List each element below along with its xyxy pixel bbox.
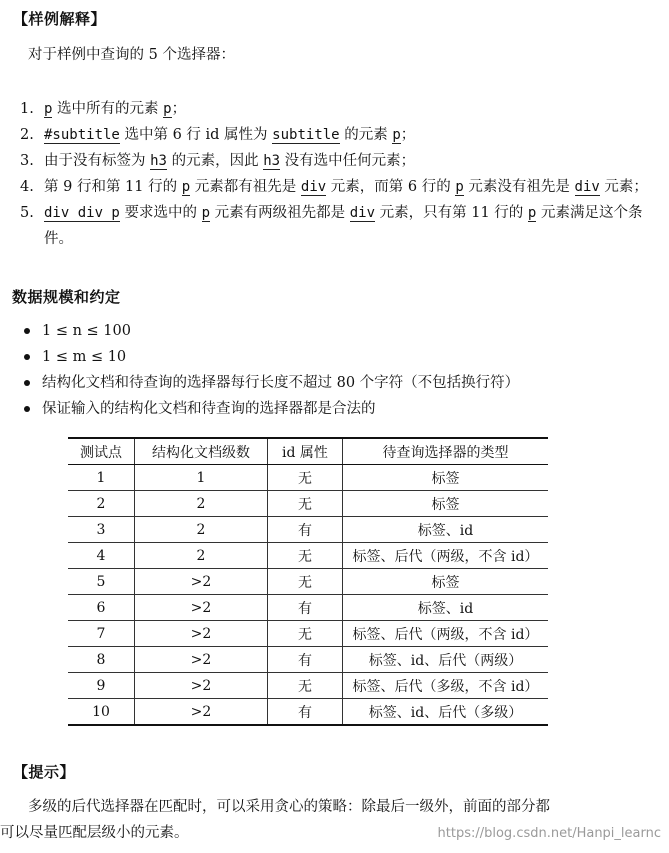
hint-line-1: 多级的后代选择器在匹配时，可以采用贪心的策略：除最后一级外，前面的部分都 — [28, 799, 550, 815]
bullet-icon — [24, 380, 30, 386]
item-text: 元素，而第 6 行的 — [326, 179, 456, 195]
table-cell: 标签、后代（两级，不含 id） — [343, 543, 549, 569]
table-row — [68, 543, 548, 569]
table-row — [68, 699, 548, 726]
item-text: 的元素，因此 — [166, 153, 264, 169]
table-cell: 10 — [68, 699, 135, 726]
table-cell: 标签 — [343, 465, 549, 491]
table-cell: 有 — [268, 595, 343, 621]
table-cell: 4 — [68, 543, 135, 569]
table-row — [68, 569, 548, 595]
item-number: 3. — [20, 153, 34, 169]
table-cell: 标签、后代（多级，不含 id） — [343, 673, 549, 699]
code-token: div — [300, 179, 327, 195]
bullet-icon — [24, 354, 30, 360]
item-number: 5. — [20, 205, 34, 221]
table-header-cell: 结构化文档级数 — [135, 438, 268, 465]
table-header-cell: 待查询选择器的类型 — [343, 438, 549, 465]
item-text: 第 9 行和第 11 行的 — [44, 179, 182, 195]
table-cell: 标签、id — [343, 517, 549, 543]
constraint-item: 1 ≤ m ≤ 10 — [20, 344, 519, 370]
item-text: 元素； — [599, 179, 648, 195]
bullet-icon — [24, 406, 30, 412]
code-token: p — [201, 205, 211, 221]
table-cell: 无 — [268, 673, 343, 699]
table-row — [68, 673, 548, 699]
table-cell: 1 — [68, 465, 135, 491]
table-row — [68, 595, 548, 621]
table-cell: 5 — [68, 569, 135, 595]
table-cell: 无 — [268, 569, 343, 595]
example-explanation-list — [20, 96, 660, 252]
code-token: p — [392, 127, 401, 143]
bullet-icon — [24, 328, 30, 334]
example-section-title: 【样例解释】 — [13, 10, 107, 28]
table-cell: 2 — [135, 543, 268, 569]
table-cell: >2 — [135, 569, 268, 595]
code-token: div div p — [44, 205, 120, 221]
code-token: p — [44, 101, 53, 117]
table-cell: 7 — [68, 621, 135, 647]
table-header-cell: id 属性 — [268, 438, 343, 465]
item-text: 元素满足这个条件。 — [44, 205, 643, 247]
table-header-cell: 测试点 — [68, 438, 135, 465]
item-text: 没有选中任何元素； — [280, 153, 416, 169]
watermark: https://blog.csdn.net/Hanpi_learnc — [437, 826, 661, 841]
item-number: 2. — [20, 127, 34, 143]
hint-section-title: 【提示】 — [13, 763, 76, 781]
example-item — [20, 148, 660, 174]
table-cell: 标签 — [343, 491, 549, 517]
item-text: ； — [400, 127, 416, 143]
item-number: 4. — [20, 179, 34, 195]
example-item — [20, 200, 660, 252]
code-token: p — [455, 179, 464, 195]
item-text: 要求选中的 — [119, 205, 202, 221]
table-cell: 标签、id、后代（两级） — [343, 647, 549, 673]
code-token: h3 — [150, 153, 167, 169]
table-cell: 2 — [68, 491, 135, 517]
table-cell: 有 — [268, 647, 343, 673]
item-text: 选中第 6 行 id 属性为 — [119, 127, 273, 143]
example-item — [20, 174, 660, 200]
item-text: ； — [171, 101, 187, 117]
table-row — [68, 491, 548, 517]
table-cell: 标签、id — [343, 595, 549, 621]
code-token: div — [574, 179, 600, 195]
table-cell: 有 — [268, 699, 343, 726]
table-row — [68, 465, 548, 491]
table-cell: 6 — [68, 595, 135, 621]
code-token: div — [349, 205, 376, 221]
code-token: p — [181, 179, 191, 195]
table-cell: 8 — [68, 647, 135, 673]
table-cell: 标签、后代（两级，不含 id） — [343, 621, 549, 647]
table-cell: 有 — [268, 517, 343, 543]
table-cell: 无 — [268, 621, 343, 647]
code-token: h3 — [263, 153, 281, 169]
table-cell: >2 — [135, 621, 268, 647]
item-text: 元素有两级祖先都是 — [210, 205, 350, 221]
table-cell: 无 — [268, 543, 343, 569]
table-cell: 1 — [135, 465, 268, 491]
constraints-section-title: 数据规模和约定 — [12, 288, 121, 306]
table-cell: >2 — [135, 699, 268, 726]
table-cell: 无 — [268, 491, 343, 517]
item-number: 1. — [20, 101, 34, 117]
constraint-item: 结构化文档和待查询的选择器每行长度不超过 80 个字符（不包括换行符） — [20, 370, 519, 396]
table-cell: 3 — [68, 517, 135, 543]
hint-line-2: 可以尽量匹配层级小的元素。 — [0, 825, 189, 841]
table-cell: 2 — [135, 517, 268, 543]
table-cell: 2 — [135, 491, 268, 517]
constraint-item: 保证输入的结构化文档和待查询的选择器都是合法的 — [20, 396, 519, 422]
table-cell: >2 — [135, 647, 268, 673]
example-item — [20, 122, 660, 148]
item-text: 元素没有祖先是 — [463, 179, 575, 195]
constraints-list — [20, 318, 519, 422]
table-cell: 标签、id、后代（多级） — [343, 699, 549, 726]
constraint-item: 1 ≤ n ≤ 100 — [20, 318, 519, 344]
example-intro: 对于样例中查询的 5 个选择器： — [28, 47, 235, 63]
table-cell: >2 — [135, 673, 268, 699]
code-token: p — [163, 101, 172, 117]
table-row — [68, 517, 548, 543]
table-row — [68, 647, 548, 673]
code-token: p — [527, 205, 537, 221]
table-cell: 9 — [68, 673, 135, 699]
test-point-table — [68, 437, 548, 726]
item-text: 的元素 — [339, 127, 393, 143]
table-cell: 标签 — [343, 569, 549, 595]
item-text: 选中所有的元素 — [52, 101, 164, 117]
code-token: #subtitle — [44, 127, 120, 143]
item-text: 由于没有标签为 — [44, 153, 151, 169]
item-text: 元素都有祖先是 — [190, 179, 301, 195]
table-cell: 无 — [268, 465, 343, 491]
table-cell: >2 — [135, 595, 268, 621]
table-header-row — [68, 438, 548, 465]
example-item — [20, 96, 660, 122]
item-text: 元素，只有第 11 行的 — [375, 205, 528, 221]
table-row — [68, 621, 548, 647]
code-token: subtitle — [272, 127, 340, 143]
